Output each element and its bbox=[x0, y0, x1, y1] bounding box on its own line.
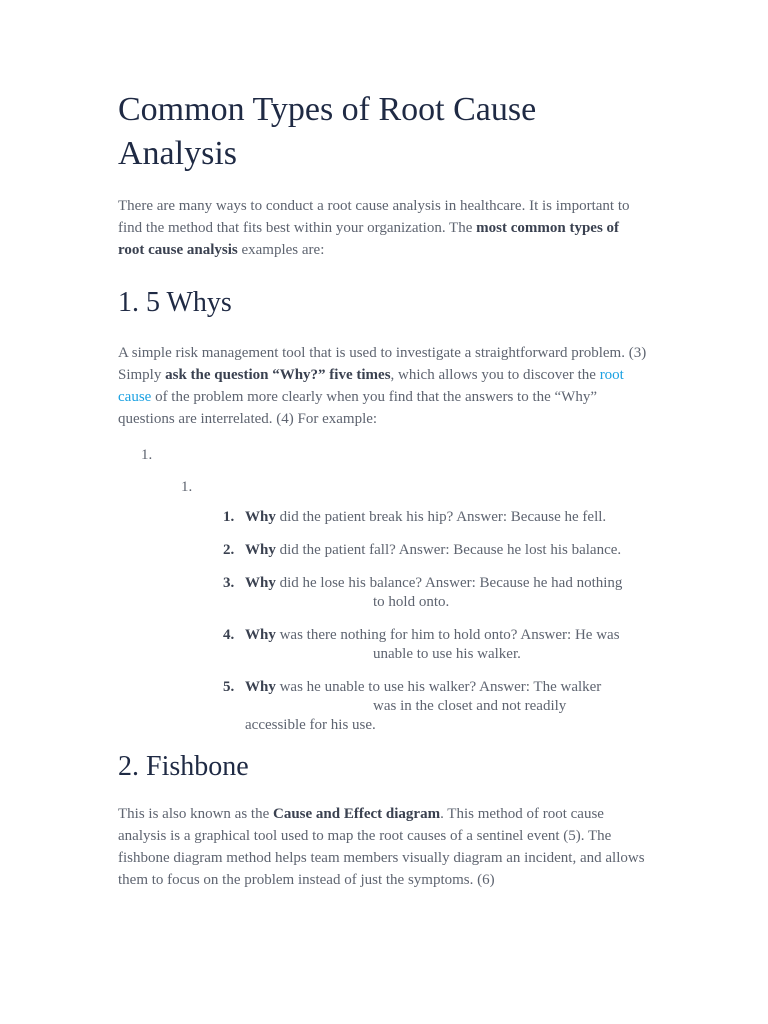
page-title: Common Types of Root Cause Analysis bbox=[118, 91, 537, 172]
list-item-bold: Why bbox=[245, 679, 276, 695]
list-item-text: did he lose his balance? Answer: Because he had nothing bbox=[275, 575, 623, 591]
list-item-text: was there nothing for him to hold onto? Answer: He was bbox=[275, 627, 620, 643]
list-item-continuation-2: accessible for his use. bbox=[245, 717, 376, 733]
section-heading-5-whys: 1. 5 Whys bbox=[118, 287, 232, 318]
list-item-number: 1. bbox=[223, 509, 235, 525]
intro-paragraph bbox=[118, 195, 648, 261]
section-heading-fishbone: 2. Fishbone bbox=[118, 751, 249, 782]
whys-text-2: , which allows you to discover the bbox=[390, 367, 600, 383]
list-item-text: was he unable to use his walker? Answer: The walker bbox=[275, 679, 602, 695]
whys-paragraph bbox=[118, 342, 648, 430]
list-item-number: 2. bbox=[223, 542, 235, 558]
list-item bbox=[223, 574, 648, 612]
fishbone-text-1: This is also known as the bbox=[118, 806, 273, 822]
list-item-bold: Why bbox=[245, 627, 276, 643]
root-cause-link[interactable]: root cause bbox=[118, 367, 624, 405]
list-item bbox=[223, 508, 648, 527]
intro-text-after: examples are: bbox=[237, 242, 325, 258]
whys-list bbox=[118, 508, 648, 735]
list-item-number: 3. bbox=[223, 575, 235, 591]
outer-list-number: 1. bbox=[141, 447, 153, 463]
list-item-continuation: was in the closet and not readily bbox=[373, 698, 567, 714]
list-item-continuation: to hold onto. bbox=[373, 594, 450, 610]
list-item-bold: Why bbox=[245, 542, 276, 558]
list-item bbox=[223, 541, 648, 560]
intro-bold: most common types of root cause analysis bbox=[118, 220, 620, 258]
whys-text-1: A simple risk management tool that is used to investigate a straightforward problem. (3) Simply bbox=[118, 345, 647, 383]
intro-text-before: There are many ways to conduct a root cause analysis in healthcare. It is important to find the method that fits best within your organization. The bbox=[118, 198, 630, 236]
list-item-bold: Why bbox=[245, 575, 276, 591]
nested-list-number: 1. bbox=[181, 479, 193, 495]
article-content bbox=[118, 88, 648, 891]
list-item-continuation: unable to use his walker. bbox=[373, 646, 521, 662]
list-item-number: 5. bbox=[223, 679, 235, 695]
list-item-number: 4. bbox=[223, 627, 235, 643]
fishbone-bold: Cause and Effect diagram bbox=[273, 806, 441, 822]
fishbone-text-2: . This method of root cause analysis is a graphical tool used to map the root causes of a sentinel event (5). The fishbone diagram method helps team members visually diagram an incident, and allows them to focus on the problem instead of just the symptoms. (6) bbox=[118, 806, 645, 888]
list-item-text: did the patient break his hip? Answer: Because he fell. bbox=[275, 509, 607, 525]
fishbone-paragraph bbox=[118, 803, 648, 891]
list-item bbox=[223, 678, 648, 735]
list-item-bold: Why bbox=[245, 509, 276, 525]
whys-bold: ask the question “Why?” five times bbox=[165, 367, 391, 383]
list-item bbox=[223, 626, 648, 664]
list-item-text: did the patient fall? Answer: Because he lost his balance. bbox=[275, 542, 622, 558]
whys-text-3: of the problem more clearly when you find that the answers to the “Why” questions are interrelated. (4) For example: bbox=[118, 389, 597, 427]
